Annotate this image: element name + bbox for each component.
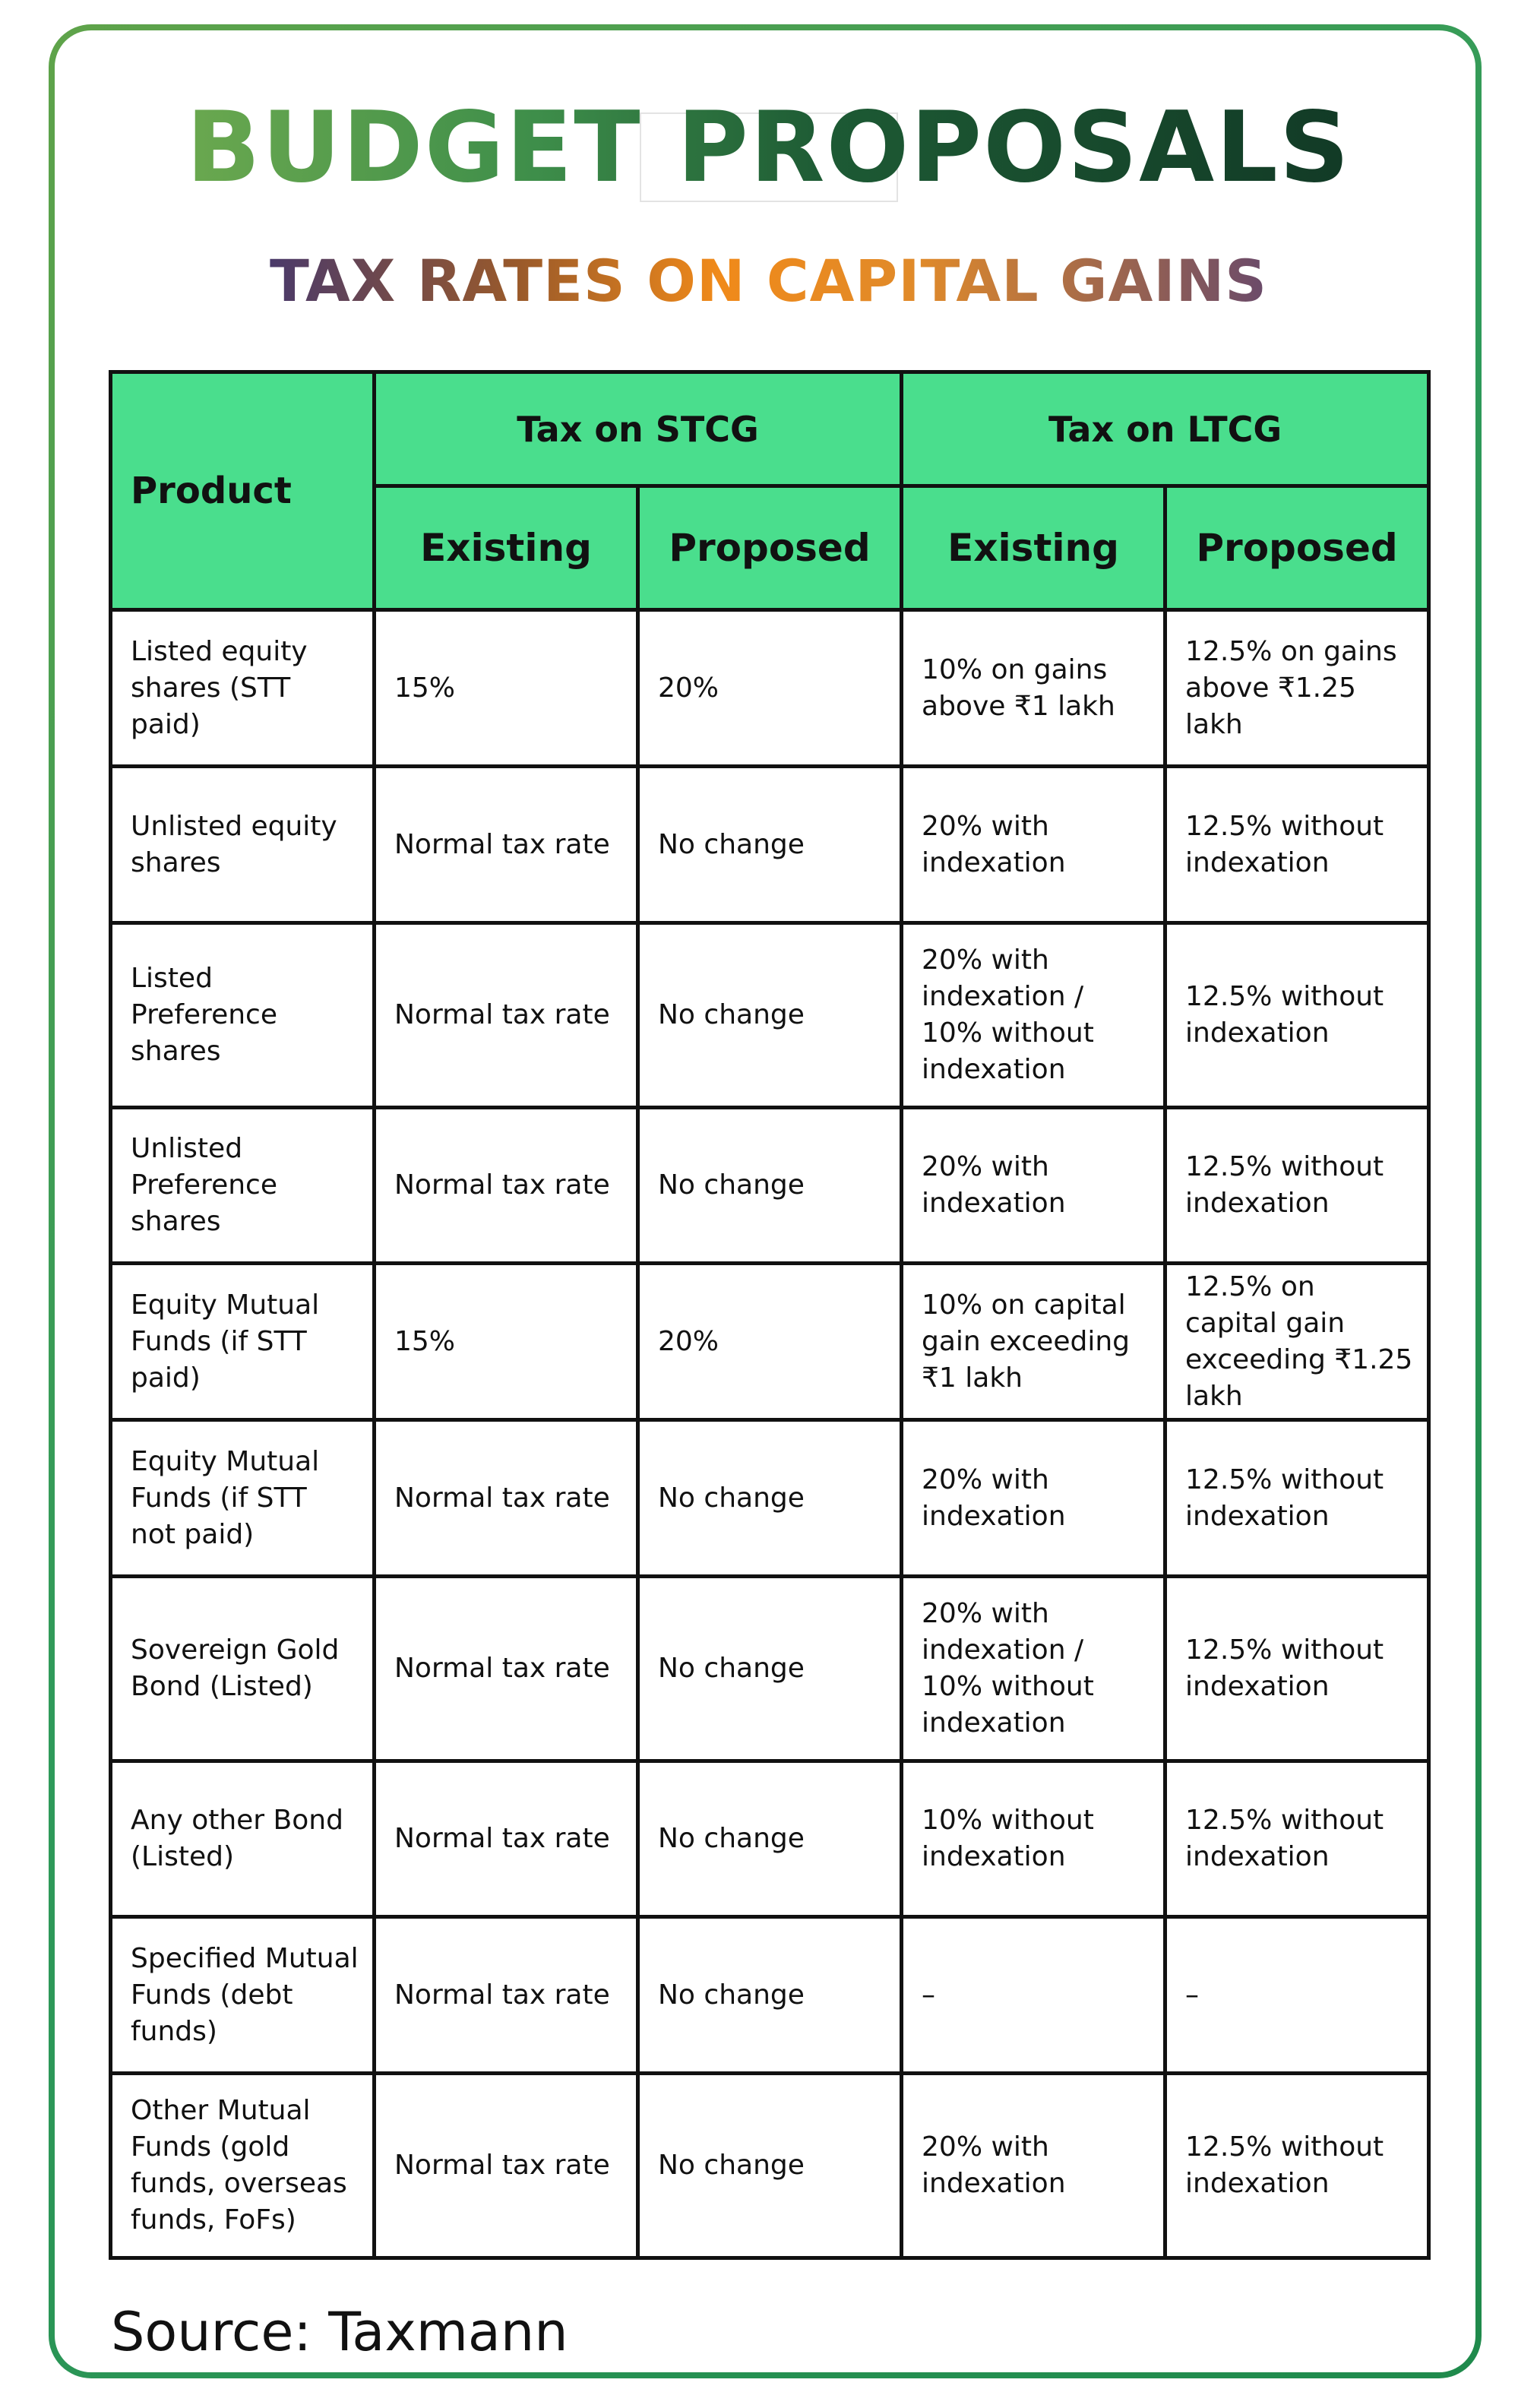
cell-product: Unlisted Preference shares — [111, 1108, 375, 1264]
table-row — [111, 767, 1429, 923]
cell-stcg-proposed: 20% — [638, 1264, 902, 1420]
cell-stcg-existing: Normal tax rate — [375, 1917, 638, 2074]
page-subtitle — [0, 243, 1537, 319]
cell-ltcg-proposed: – — [1165, 1917, 1429, 2074]
cell-ltcg-existing: 20% with indexation — [902, 1108, 1165, 1264]
cell-stcg-proposed: 20% — [638, 610, 902, 767]
table-row — [111, 610, 1429, 767]
header-stcg-proposed: Proposed — [638, 486, 902, 610]
cell-stcg-proposed: No change — [638, 1108, 902, 1264]
cell-ltcg-proposed: 12.5% without indexation — [1165, 1420, 1429, 1577]
header-stcg: Tax on STCG — [375, 372, 902, 486]
table-row — [111, 1577, 1429, 1761]
page-title — [0, 91, 1537, 205]
table-row — [111, 1420, 1429, 1577]
cell-ltcg-existing: – — [902, 1917, 1165, 2074]
header-stcg-existing: Existing — [375, 486, 638, 610]
header-ltcg-existing: Existing — [902, 486, 1165, 610]
cell-ltcg-proposed: 12.5% on capital gain exceeding ₹1.25 lakh — [1165, 1264, 1429, 1420]
cell-ltcg-existing: 20% with indexation — [902, 767, 1165, 923]
table-body — [111, 610, 1429, 2258]
cell-ltcg-proposed: 12.5% without indexation — [1165, 1108, 1429, 1264]
cell-stcg-existing: 15% — [375, 1264, 638, 1420]
cell-stcg-existing: Normal tax rate — [375, 767, 638, 923]
tax-rates-table — [109, 370, 1431, 2260]
cell-ltcg-existing: 20% with indexation / 10% without indexation — [902, 923, 1165, 1108]
cell-stcg-proposed: No change — [638, 1917, 902, 2074]
cell-product: Listed equity shares (STT paid) — [111, 610, 375, 767]
cell-ltcg-proposed: 12.5% without indexation — [1165, 923, 1429, 1108]
cell-ltcg-existing: 10% without indexation — [902, 1761, 1165, 1917]
cell-stcg-existing: Normal tax rate — [375, 1108, 638, 1264]
table-row — [111, 1108, 1429, 1264]
header-row-groups — [111, 372, 1429, 486]
header-ltcg: Tax on LTCG — [902, 372, 1429, 486]
table-row — [111, 2074, 1429, 2258]
cell-stcg-existing: 15% — [375, 610, 638, 767]
cell-ltcg-proposed: 12.5% without indexation — [1165, 1577, 1429, 1761]
cell-product: Equity Mutual Funds (if STT paid) — [111, 1264, 375, 1420]
cell-ltcg-proposed: 12.5% without indexation — [1165, 1761, 1429, 1917]
cell-ltcg-proposed: 12.5% without indexation — [1165, 767, 1429, 923]
cell-product: Sovereign Gold Bond (Listed) — [111, 1577, 375, 1761]
table-header — [111, 372, 1429, 610]
cell-stcg-existing: Normal tax rate — [375, 1420, 638, 1577]
table-row — [111, 1917, 1429, 2074]
page-title-text: BUDGET PROPOSALS — [186, 91, 1351, 204]
cell-ltcg-existing: 20% with indexation — [902, 2074, 1165, 2258]
cell-ltcg-proposed: 12.5% without indexation — [1165, 2074, 1429, 2258]
cell-stcg-existing: Normal tax rate — [375, 1577, 638, 1761]
cell-product: Other Mutual Funds (gold funds, overseas funds, FoFs) — [111, 2074, 375, 2258]
table-row — [111, 1761, 1429, 1917]
cell-stcg-proposed: No change — [638, 2074, 902, 2258]
table-row — [111, 1264, 1429, 1420]
cell-stcg-proposed: No change — [638, 1761, 902, 1917]
page-subtitle-text: TAX RATES ON CAPITAL GAINS — [270, 247, 1267, 315]
header-product: Product — [111, 372, 375, 610]
source-note: Source: Taxmann — [111, 2301, 568, 2363]
cell-product: Any other Bond (Listed) — [111, 1761, 375, 1917]
cell-stcg-existing: Normal tax rate — [375, 1761, 638, 1917]
header-ltcg-proposed: Proposed — [1165, 486, 1429, 610]
cell-product: Listed Preference shares — [111, 923, 375, 1108]
cell-stcg-proposed: No change — [638, 1577, 902, 1761]
cell-stcg-proposed: No change — [638, 1420, 902, 1577]
cell-stcg-existing: Normal tax rate — [375, 923, 638, 1108]
cell-product: Specified Mutual Funds (debt funds) — [111, 1917, 375, 2074]
cell-product: Unlisted equity shares — [111, 767, 375, 923]
cell-ltcg-proposed: 12.5% on gains above ₹1.25 lakh — [1165, 610, 1429, 767]
cell-ltcg-existing: 20% with indexation — [902, 1420, 1165, 1577]
cell-product: Equity Mutual Funds (if STT not paid) — [111, 1420, 375, 1577]
cell-ltcg-existing: 20% with indexation / 10% without indexation — [902, 1577, 1165, 1761]
table-row — [111, 923, 1429, 1108]
cell-stcg-proposed: No change — [638, 923, 902, 1108]
cell-stcg-proposed: No change — [638, 767, 902, 923]
cell-ltcg-existing: 10% on gains above ₹1 lakh — [902, 610, 1165, 767]
cell-stcg-existing: Normal tax rate — [375, 2074, 638, 2258]
cell-ltcg-existing: 10% on capital gain exceeding ₹1 lakh — [902, 1264, 1165, 1420]
